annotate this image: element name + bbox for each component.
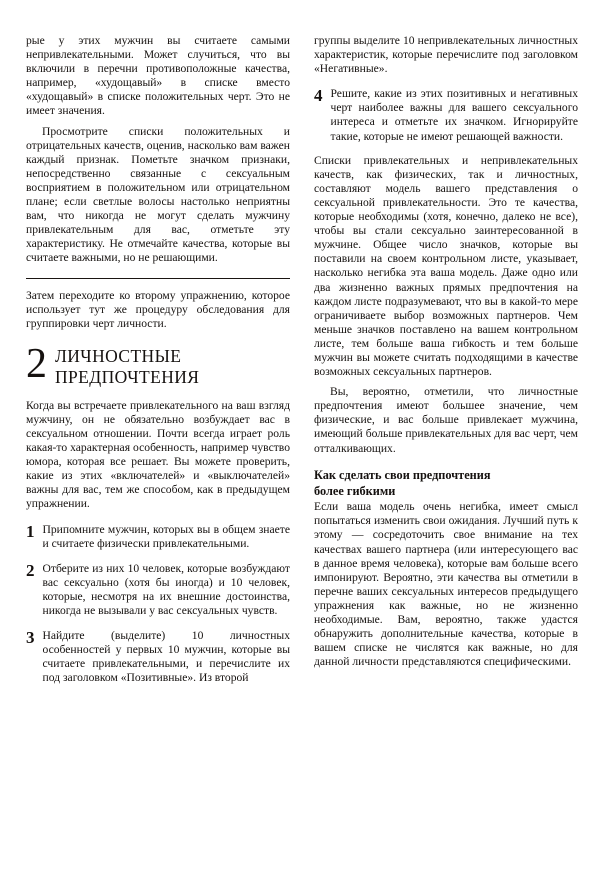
subheading-line-2: более гибкими [314, 483, 396, 498]
chapter-title [55, 345, 199, 387]
two-column-layout [26, 34, 578, 685]
section-divider [26, 278, 290, 279]
paragraph-model-description: Списки привлекательных и непривлекательных качеств, как физических, так и личностных, составляют модель вашего представления о сексуальной привлекательности. Это те качества, которые необходимы (хотя, конечно, далеко не все), чтобы вы стали сексуально заинтересованной в мужчине. Общее число значков, которые вы поставили на своем контрольном листе, указывает, насколько негибка эта ваша модель. Даже одно или два жизненно важных прямых предпочтения на каждом листе подразумевают, что вы в какой-то мере ограничиваете выбор возможных партнеров. Чем меньше значков поставлено на вашем контрольном листе, тем больше ваша гибкость и тем больше мужчин вы можете считать подходящими в качестве возможных сексуальных партнеров. [314, 153, 578, 379]
right-column [314, 34, 578, 669]
list-item-text: Припомните мужчин, которых вы в общем знаете и считаете физически привлекательными. [42, 522, 290, 550]
chapter-title-line-1: ЛИЧНОСТНЫЕ [55, 345, 182, 366]
list-item [26, 523, 290, 551]
list-item-body [43, 562, 291, 618]
paragraph-review-lists: Просмотрите списки положительных и отрицательных качеств, оценив, насколько вам важен каждый признак. Пометьте значком признаки, непосредственно связанные с сексуальным восприятием в положительном или отрицательном плане; если светлые волосы настолько неприятны вам, что никогда не могут сделать мужчину привлекательным для вас, отметьте эту характеристику. Не отмечайте качества, которые вы считаете важными, но не решающими. [26, 124, 290, 265]
chapter-title-line-2: ПРЕДПОЧТЕНИЯ [55, 366, 200, 387]
list-item-text: Найдите (выделите) 10 личностных особенностей у первых 10 мужчин, которые вы считаете привлекательными, и перечислите их под заголовком «Позитивные». Из второй [42, 629, 290, 685]
list-item-body [43, 629, 291, 685]
list-item-number: 4 [314, 86, 323, 106]
paragraph-continuation: рые у этих мужчин вы считаете самыми непривлекательными. Может случиться, что вы включили в перечни противоположные качества, например, «худощавый» в списке вместо «худощавый» в списке положительных черт. Это не имеет значения. [26, 34, 290, 118]
paragraph-continuation-right: группы выделите 10 непривлекательных личностных характеристик, которые перечислите под заголовком «Негативные». [314, 34, 578, 76]
paragraph-transition: Затем переходите ко второму упражнению, которое использует тут же процедуру обследования для группировки черт личности. [26, 288, 290, 330]
chapter-heading [26, 340, 290, 387]
list-item-number: 2 [26, 560, 35, 580]
list-item [26, 629, 290, 685]
subheading-line-1: Как сделать свои предпочтения [314, 467, 491, 482]
list-item-body [331, 87, 579, 143]
list-item-text: Решите, какие из этих позитивных и негативных черт наиболее важны для вашего сексуального интереса и отметьте их значком. Игнорируйте такие, которые не имеют решающей важности. [330, 87, 578, 143]
list-item [26, 562, 290, 618]
subheading [314, 468, 578, 499]
list-item-text: Отберите из них 10 человек, которые возбуждают вас сексуально (хотя бы иногда) и 10 человек, которые, несмотря на их внешние достоинства, никогда не вызывали у вас сексуальных чувств. [42, 561, 290, 617]
left-column [26, 34, 290, 685]
list-item-body [43, 523, 291, 551]
list-item-number: 3 [26, 628, 35, 648]
paragraph-flexibility-advice: Если ваша модель очень негибка, имеет смысл попытаться изменить свои ожидания. Лучший путь к этому — сосредоточить свое внимание на тех качествах вашего партнера (или интересующего вас в данное время человека), которые вам больше всего импонируют. Вероятно, эти качества вы отметили в перечне ваших сексуальных интересов предыдущего упражнения как важные, но не жизненно необходимые. Вам, вероятно, также удастся обнаружить дополнительные качества, которые в вашем списке не числятся как важные, но для данной личности представляются специфическими. [314, 500, 578, 669]
list-item [314, 87, 578, 143]
paragraph-chapter-intro: Когда вы встречаете привлекательного на ваш взгляд мужчину, он не обязательно возбуждает вас в сексуальном отношении. Почти всегда играет роль какая-то характерная особенность, например чувство юмора, которая все решает. Вы можете проверить, какие из этих «включателей» и «выключателей» важны для вас, тем же способом, как в предыдущем упражнении. [26, 398, 290, 511]
list-item-number: 1 [26, 521, 35, 541]
chapter-number: 2 [26, 340, 46, 387]
paragraph-personality-preferences: Вы, вероятно, отметили, что личностные предпочтения имеют большее значение, чем физические, и вас больше привлекает мужчина, имеющий больше привлекательных для вас черт, чем отталкивающих. [314, 385, 578, 455]
